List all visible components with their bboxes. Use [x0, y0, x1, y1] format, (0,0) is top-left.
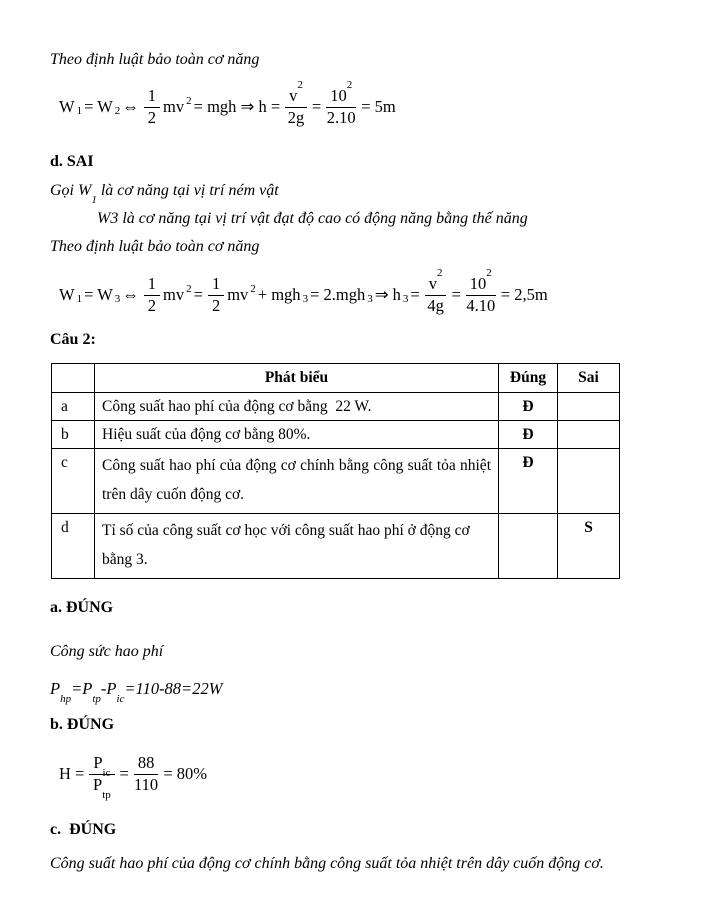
- answer-a-heading: a. ĐÚNG: [50, 599, 114, 616]
- answer-c-heading: c. ĐÚNG: [50, 821, 117, 838]
- row-dung-mark: [499, 514, 558, 579]
- fraction-denominator: 2g: [287, 107, 305, 127]
- fraction-100-over-4-10: $\frac{10^2}{4.10}$: [466, 267, 496, 315]
- formula-result: = 2,5m: [500, 285, 548, 304]
- header-statement: Phát biểu: [95, 364, 499, 393]
- fraction-numerator: $10^2$: [326, 87, 356, 108]
- subscript: 1: [91, 194, 97, 207]
- row-letter: a: [52, 393, 95, 421]
- row-statement: Hiệu suất của động cơ bằng 80%.: [95, 421, 499, 449]
- subscript: ic: [116, 693, 125, 706]
- row-statement: Công suất hao phí của động cơ chính bằng công suất tỏa nhiệt trên dây cuốn động cơ.: [95, 449, 499, 514]
- fraction-denominator: 2: [147, 107, 157, 127]
- row-sai-mark: S: [558, 514, 620, 579]
- answer-c-note: Công suất hao phí của động cơ chính bằng công suất tỏa nhiệt trên dây cuốn động cơ.: [50, 855, 604, 872]
- fraction-numerator: $v^2$: [285, 87, 307, 108]
- subscript: tp: [92, 693, 101, 706]
- fraction-one-half: $\frac{1}{2}$: [144, 275, 160, 316]
- formula-efficiency: [57, 748, 209, 800]
- row-letter: d: [52, 514, 95, 579]
- row-letter: b: [52, 421, 95, 449]
- header-empty-cell: [52, 364, 95, 393]
- header-sai: Sai: [558, 364, 620, 393]
- equals-sign: =: [193, 285, 203, 304]
- fraction-pic-over-ptp: $\frac{P_{ic}}{P_{tp}}$: [89, 754, 114, 795]
- formula-energy-conservation-1: W $_1$ = W $_2$ ⇔ $\frac{1}{2}$ mv $^2$ = mgh ⇒ h = $\frac{v^2}{2g}$ = $\frac{10^2}{2.10}$ = 5m: [59, 79, 396, 127]
- row-statement: Tỉ số của công suất cơ học với công suất hao phí ở động cơ bằng 3.: [95, 514, 499, 579]
- formula-term: = W: [84, 97, 113, 116]
- formula-result: = 5m: [361, 97, 396, 116]
- law-statement-line-2: Theo định luật bảo toàn cơ năng: [50, 238, 260, 255]
- row-dung-mark: Đ: [499, 449, 558, 514]
- fraction-one-half: [144, 87, 160, 128]
- answer-a-note: Công sức hao phí: [50, 643, 164, 660]
- subscript: hp: [60, 693, 72, 706]
- iff-symbol: ⇔: [122, 97, 139, 116]
- formula-result: = 80%: [163, 764, 207, 783]
- definition-line-w1: Gọi $W_1$ là cơ năng tại vị trí ném vật: [50, 182, 279, 207]
- fraction-88-over-110: $\frac{88}{110}$: [133, 752, 159, 794]
- fraction-numerator: 1: [144, 87, 160, 108]
- table-header-row: [52, 364, 620, 393]
- formula-term: H =: [59, 764, 85, 783]
- law-statement-line-1: Theo định luật bảo toàn cơ năng: [50, 51, 260, 68]
- fraction-one-half: $\frac{1}{2}$: [208, 275, 224, 316]
- formula-term: ⇒ h: [374, 285, 401, 304]
- question-2-heading: Câu 2:: [50, 331, 96, 348]
- table-row: [52, 421, 620, 449]
- equals-sign: =: [311, 97, 322, 116]
- formula-term: W: [59, 97, 75, 116]
- header-dung: Đúng: [499, 364, 558, 393]
- fraction-100-over-2-10: [326, 79, 356, 128]
- row-statement: Công suất hao phí của động cơ bằng 22 W.: [95, 393, 499, 421]
- formula-term: mv: [163, 285, 185, 304]
- statement-table: [51, 363, 620, 579]
- formula-term: + mgh: [257, 285, 301, 304]
- row-letter: c: [52, 449, 95, 514]
- formula-term: mv: [163, 97, 185, 116]
- equals-sign: =: [451, 285, 461, 304]
- answer-d-heading: d. SAI: [50, 153, 94, 170]
- fraction-v2-over-2g: [285, 79, 307, 128]
- fraction-v2-over-4g: $\frac{v^2}{4g}$: [425, 275, 447, 316]
- formula-term: mv: [227, 285, 249, 304]
- formula-energy-conservation-2: W $_1$ = W $_3$ ⇔ $\frac{1}{2}$ mv $^2$ = $\frac{1}{2}$ mv $^2$ + mgh $_3$ = 2.mgh $_3$ ⇒ h $_3$ = $\frac{v^2}{4g}$ = $\frac{10^2}{4.10}$ = 2,5m: [59, 267, 548, 315]
- iff-symbol: ⇔: [122, 285, 139, 304]
- formula-term: = W: [84, 285, 113, 304]
- formula-term: W: [59, 285, 75, 304]
- formula-term: = 2.mgh: [310, 285, 366, 304]
- equals-sign: =: [119, 764, 129, 783]
- formula-term: = mgh ⇒ h =: [193, 97, 281, 116]
- row-dung-mark: Đ: [499, 393, 558, 421]
- definition-line-w3: W3 là cơ năng tại vị trí vật đạt độ cao có động năng bằng thế năng: [97, 210, 528, 227]
- formula-power-loss: $P_{hp}=P_{tp}-P_{ic}=110-88=22W$: [50, 679, 223, 706]
- table-row: [52, 449, 620, 514]
- fraction-denominator: 2.10: [326, 107, 356, 127]
- equals-sign: =: [410, 285, 420, 304]
- table-row: [52, 393, 620, 421]
- row-dung-mark: Đ: [499, 421, 558, 449]
- row-sai-mark: [558, 393, 620, 421]
- row-sai-mark: [558, 421, 620, 449]
- table-row: [52, 514, 620, 579]
- row-sai-mark: [558, 449, 620, 514]
- answer-b-heading: b. ĐÚNG: [50, 716, 115, 733]
